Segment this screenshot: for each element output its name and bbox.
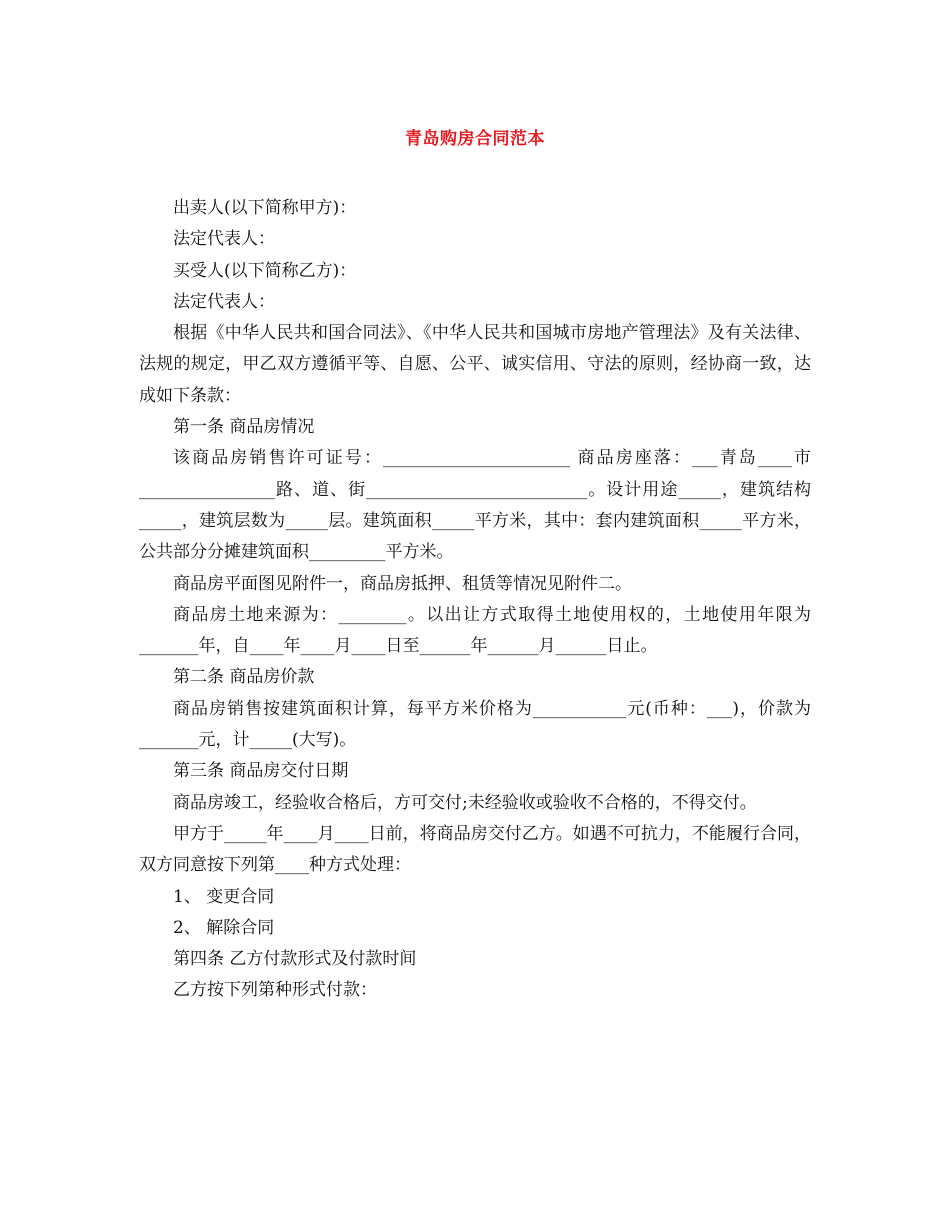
paragraph: 乙方按下列第种形式付款： [173,980,377,1001]
section-heading: 第一条 商品房情况 [173,417,315,438]
paragraph: 商品房销售按建筑面积计算，每平方米价格为___________元(币种：___)，价款为_______元，计_____(大写)。 [139,698,811,751]
paragraph: 根据《中华人民共和国合同法》、《中华人民共和国城市房地产管理法》及有关法律、法规的规定，甲乙双方遵循平等、自愿、公平、诚实信用、守法的原则，经协商一致，达成如下条款： [139,323,811,406]
section-heading: 第四条 乙方付款形式及付款时间 [173,949,417,970]
paragraph: 出卖人(以下简称甲方)： [173,198,357,218]
list-item: 1、 变更合同 [173,886,275,907]
paragraph: 商品房土地来源为：________。以出让方式取得土地使用权的，土地使用年限为_______年，自____年____月____日至______年______月______日止。 [139,604,811,657]
paragraph: 法定代表人： [173,229,275,250]
document-body [139,193,811,1007]
section-heading: 第三条 商品房交付日期 [173,761,349,782]
paragraph: 商品房平面图见附件一，商品房抵押、租赁等情况见附件二。 [173,573,632,594]
document-title: 青岛购房合同范本 [405,129,545,149]
paragraph: 甲方于_____年____月____日前，将商品房交付乙方。如遇不可抗力，不能履行合同，双方同意按下列第____种方式处理： [139,823,811,876]
section-heading: 第二条 商品房价款 [173,667,315,688]
paragraph: 该商品房销售许可证号：______________________ 商品房座落：___青岛____市________________路、道、街__________________________。设计用途_____，建筑结构_____，建筑层数为_____层。建筑面积_____平方米，其中：套内建筑面积_____平方米，公共部分分摊建筑面积_________平方米。 [139,448,811,563]
list-item: 2、 解除合同 [173,917,275,938]
paragraph: 商品房竣工，经验收合格后，方可交付;未经验收或验收不合格的，不得交付。 [173,792,757,813]
paragraph: 买受人(以下简称乙方)： [173,260,357,281]
paragraph: 法定代表人： [173,291,275,312]
